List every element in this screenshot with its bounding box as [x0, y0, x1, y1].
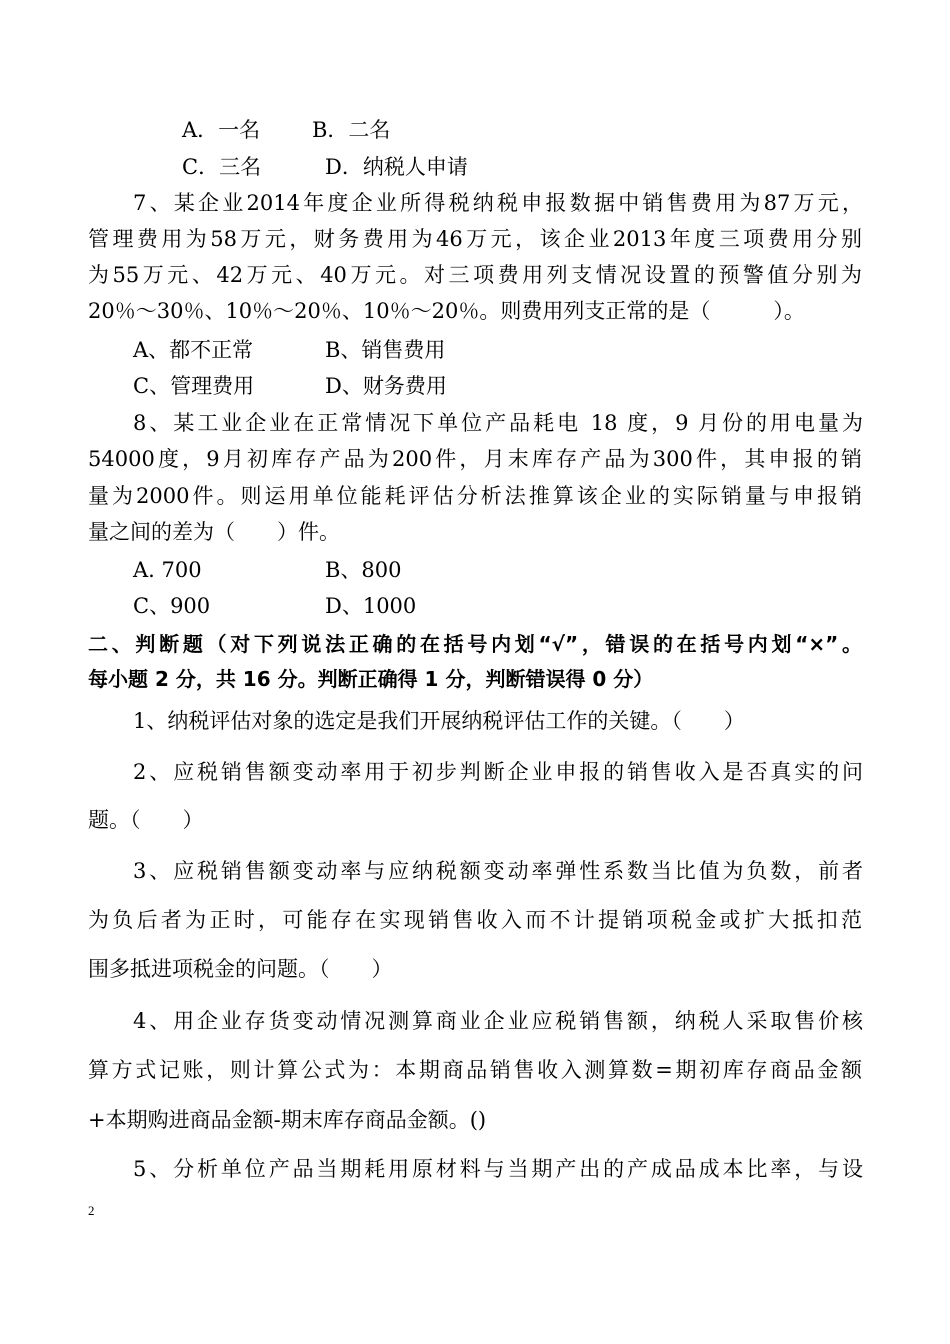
tf-question-4-line-1: 4、用企业存货变动情况测算商业企业应税销售额，纳税人采取售价核 [133, 1009, 863, 1033]
tf-question-4-line-3: +本期购进商品金额-期末库存商品金额。() [88, 1108, 487, 1132]
q8-line-1: 8、某工业企业在正常情况下单位产品耗电 18 度，9 月份的用电量为 [133, 411, 863, 435]
tf-question-2-line-2: 题。（ ） [88, 808, 204, 832]
tf-question-3-line-2: 为负后者为正时，可能存在实现销售收入而不计提销项税金或扩大抵扣范 [88, 908, 862, 932]
tf-question-1: 1、纳税评估对象的选定是我们开展纳税评估工作的关键。（ ） [133, 709, 745, 733]
q7-option-a: A、都不正常 [133, 338, 254, 362]
q7-line-2: 管理费用为58万元，财务费用为46万元，该企业2013年度三项费用分别 [88, 227, 862, 251]
q8-option-d: D、1000 [325, 594, 417, 618]
q8-option-b: B、800 [325, 558, 402, 582]
q7-line-3: 为55万元、42万元、40万元。对三项费用列支情况设置的预警值分别为 [88, 263, 862, 287]
q7-line-4: 20％～30％、10％～20％、10％～20％。则费用列支正常的是（ ）。 [88, 299, 805, 323]
page-number: 2 [88, 1203, 95, 1218]
tf-question-3-line-1: 3、应税销售额变动率与应纳税额变动率弹性系数当比值为负数，前者 [133, 859, 863, 883]
tf-question-2-line-1: 2、应税销售额变动率用于初步判断企业申报的销售收入是否真实的问 [133, 760, 863, 784]
q6-option-a: A．一名 [182, 118, 261, 142]
q8-option-a: A. 700 [133, 558, 202, 582]
q8-option-c: C、900 [133, 594, 211, 618]
q7-option-b: B、销售费用 [325, 338, 446, 362]
q7-line-1: 7、某企业2014年度企业所得税纳税申报数据中销售费用为87万元， [133, 191, 863, 215]
q8-line-3: 量为2000件。则运用单位能耗评估分析法推算该企业的实际销量与申报销 [88, 484, 862, 508]
tf-question-5-line-1: 5、分析单位产品当期耗用原材料与当期产出的产成品成本比率，与设 [133, 1157, 863, 1181]
q8-line-4: 量之间的差为（ ）件。 [88, 520, 340, 544]
q8-line-2: 54000度，9月初库存产品为200件，月末库存产品为300件，其申报的销 [88, 447, 862, 471]
section-heading-line-2: 每小题 2 分，共 16 分。判断正确得 1 分，判断错误得 0 分） [88, 667, 654, 691]
q6-option-d: D．纳税人申请 [325, 155, 468, 179]
q6-option-b: B．二名 [312, 118, 391, 142]
q7-option-c: C、管理费用 [133, 374, 255, 398]
tf-question-4-line-2: 算方式记账，则计算公式为：本期商品销售收入测算数=期初库存商品金额 [88, 1058, 862, 1082]
tf-question-3-line-3: 围多抵进项税金的问题。（ ） [88, 957, 393, 981]
q7-option-d: D、财务费用 [325, 374, 447, 398]
section-heading-line-1: 二、判断题（对下列说法正确的在括号内划“√”，错误的在括号内划“×”。 [88, 632, 862, 656]
q6-option-c: C．三名 [182, 155, 262, 179]
